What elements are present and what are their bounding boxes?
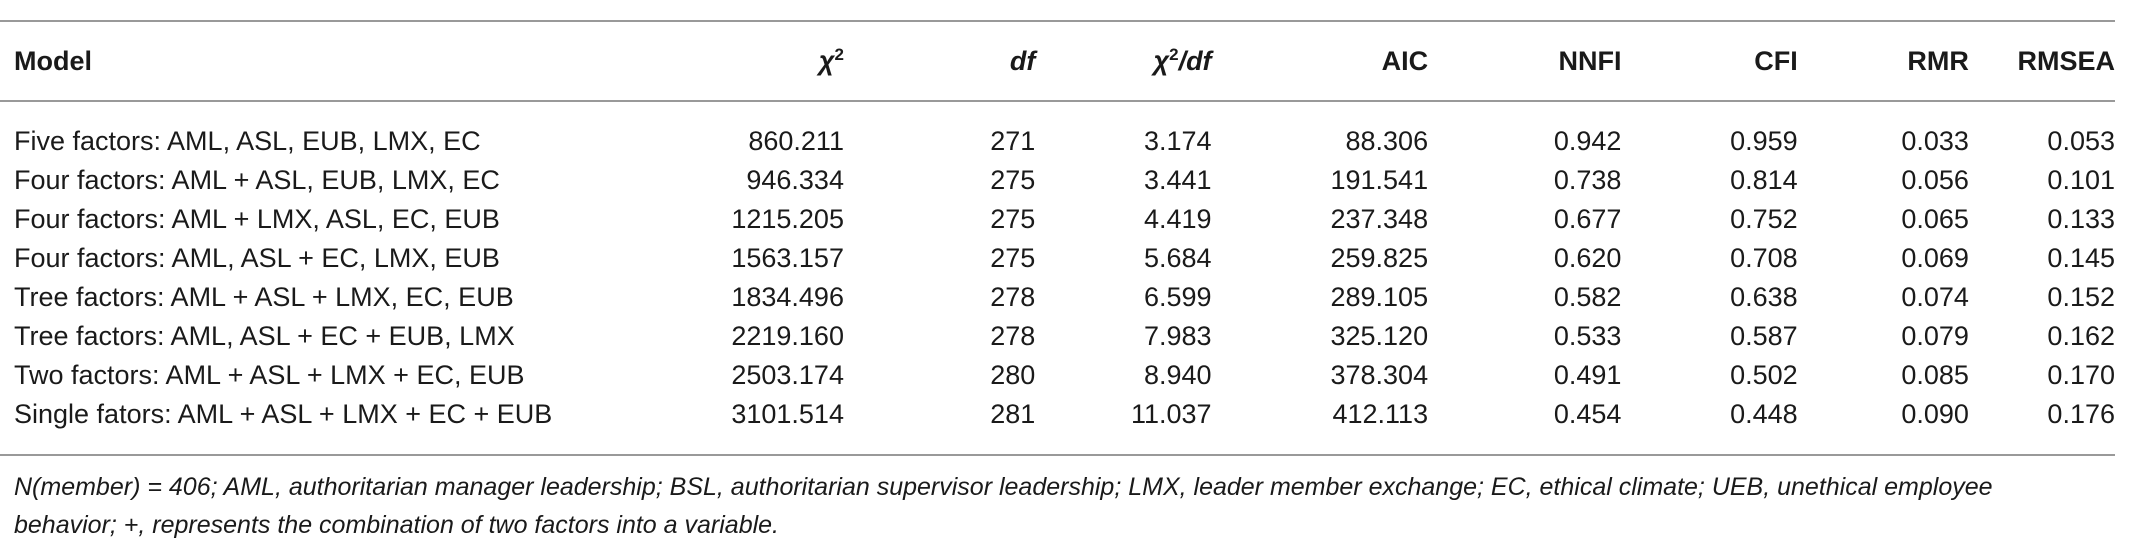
cell-df: 275 (990, 243, 1036, 273)
header-nnfi-label: NNFI (1558, 45, 1622, 76)
cell-rmsea: 0.053 (2047, 126, 2115, 156)
table-header (0, 21, 2115, 101)
cell-nnfi: 0.942 (1553, 126, 1622, 156)
cell-aic: 412.113 (1332, 399, 1429, 429)
cell-cfi: 0.587 (1730, 321, 1798, 351)
cell-aic: 237.348 (1330, 204, 1429, 234)
table-body (0, 101, 2115, 455)
cell-nnfi: 0.620 (1553, 243, 1622, 273)
header-chi-symbol: χ (818, 45, 835, 76)
cell-rmr: 0.069 (1901, 243, 1969, 273)
cell-model: Four factors: AML, ASL + EC, LMX, EUB (14, 243, 500, 273)
cell-chi2: 860.211 (748, 126, 844, 156)
cell-rmr: 0.085 (1901, 360, 1969, 390)
cell-model: Single fators: AML + ASL + LMX + EC + EUB (14, 399, 553, 429)
cell-rmr: 0.033 (1901, 126, 1969, 156)
cell-chi2: 1215.205 (731, 204, 844, 234)
header-model (0, 21, 655, 101)
cell-cfi: 0.502 (1730, 360, 1798, 390)
cell-cfi: 0.708 (1730, 243, 1798, 273)
cell-chi2: 2219.160 (731, 321, 844, 351)
model-fit-table (0, 20, 2115, 456)
cell-aic: 259.825 (1330, 243, 1429, 273)
cell-chi2df: 8.940 (1143, 360, 1212, 390)
header-model-label: Model (14, 45, 92, 76)
cell-rmsea: 0.101 (2047, 165, 2115, 195)
cell-df: 278 (990, 282, 1036, 312)
cell-rmr: 0.056 (1901, 165, 1969, 195)
cell-cfi: 0.959 (1730, 126, 1798, 156)
cell-nnfi: 0.533 (1553, 321, 1622, 351)
cell-chi2df: 7.983 (1143, 321, 1212, 351)
table-row (0, 200, 2115, 239)
cell-chi2: 946.334 (746, 165, 844, 195)
cell-rmsea: 0.145 (2047, 243, 2115, 273)
header-aic (1212, 21, 1429, 101)
header-cfi-label: CFI (1754, 45, 1798, 76)
cell-rmr: 0.074 (1901, 282, 1969, 312)
table-row (0, 161, 2115, 200)
table-row (0, 239, 2115, 278)
header-cfi (1621, 21, 1797, 101)
cell-aic: 378.304 (1330, 360, 1429, 390)
cell-chi2df: 3.174 (1143, 126, 1212, 156)
header-chi-superscript: 2 (834, 44, 844, 64)
cell-df: 275 (990, 165, 1036, 195)
cell-df: 280 (990, 360, 1036, 390)
cell-df: 281 (990, 399, 1036, 429)
cell-chi2: 3101.514 (731, 399, 844, 429)
header-chidf-symbol: χ (1153, 45, 1170, 76)
cell-nnfi: 0.454 (1553, 399, 1622, 429)
cell-chi2df: 6.599 (1143, 282, 1212, 312)
table-row (0, 101, 2115, 161)
cell-df: 278 (990, 321, 1036, 351)
cell-nnfi: 0.491 (1553, 360, 1622, 390)
cell-cfi: 0.814 (1730, 165, 1798, 195)
cell-chi2: 2503.174 (731, 360, 844, 390)
cell-rmsea: 0.133 (2047, 204, 2115, 234)
header-nnfi (1428, 21, 1621, 101)
cell-rmr: 0.090 (1901, 399, 1969, 429)
header-df (844, 21, 1035, 101)
header-chidf-superscript: 2 (1169, 44, 1179, 64)
header-chi-square-df (1035, 21, 1211, 101)
table-row (0, 395, 2115, 455)
cell-df: 275 (990, 204, 1036, 234)
cell-chi2df: 4.419 (1143, 204, 1212, 234)
cell-chi2: 1834.496 (731, 282, 844, 312)
cell-rmsea: 0.170 (2047, 360, 2115, 390)
cell-rmsea: 0.152 (2047, 282, 2115, 312)
table-footnote (14, 468, 2094, 544)
cell-chi2df: 3.441 (1143, 165, 1212, 195)
cell-rmsea: 0.176 (2047, 399, 2115, 429)
header-rmr-label: RMR (1907, 45, 1969, 76)
cell-model: Tree factors: AML, ASL + EC + EUB, LMX (14, 321, 515, 351)
header-chi-square (655, 21, 844, 101)
cell-cfi: 0.638 (1730, 282, 1798, 312)
cell-cfi: 0.752 (1730, 204, 1798, 234)
results-table-container (0, 20, 2115, 456)
footnote-line-1: N(member) = 406; AML, authoritarian manager leadership; BSL, authoritarian supervisor leadership; LMX, leader member exchange; EC, ethical climate; UEB, unethical employee (14, 473, 1993, 501)
cell-model: Two factors: AML + ASL + LMX + EC, EUB (14, 360, 525, 390)
cell-aic: 325.120 (1330, 321, 1429, 351)
cell-cfi: 0.448 (1730, 399, 1798, 429)
cell-model: Four factors: AML + ASL, EUB, LMX, EC (14, 165, 500, 195)
cell-df: 271 (990, 126, 1036, 156)
cell-nnfi: 0.582 (1553, 282, 1622, 312)
cell-rmsea: 0.162 (2047, 321, 2115, 351)
cell-chi2df: 11.037 (1130, 399, 1212, 429)
header-chidf-rest: /df (1178, 45, 1212, 76)
cell-chi2: 1563.157 (731, 243, 844, 273)
cell-aic: 191.541 (1330, 165, 1429, 195)
header-row (0, 21, 2115, 101)
header-df-label: df (1009, 45, 1036, 76)
footnote-line-2: behavior; +, represents the combination of two factors into a variable. (14, 511, 780, 539)
header-aic-label: AIC (1381, 45, 1429, 76)
cell-aic: 289.105 (1330, 282, 1429, 312)
table-row (0, 317, 2115, 356)
header-rmsea-label: RMSEA (2017, 45, 2115, 76)
header-rmsea (1969, 21, 2115, 101)
cell-nnfi: 0.738 (1553, 165, 1622, 195)
cell-nnfi: 0.677 (1553, 204, 1622, 234)
cell-aic: 88.306 (1345, 126, 1429, 156)
table-row (0, 278, 2115, 317)
cell-rmr: 0.065 (1901, 204, 1969, 234)
header-rmr (1798, 21, 1969, 101)
cell-model: Tree factors: AML + ASL + LMX, EC, EUB (14, 282, 514, 312)
cell-model: Five factors: AML, ASL, EUB, LMX, EC (14, 126, 481, 156)
cell-model: Four factors: AML + LMX, ASL, EC, EUB (14, 204, 500, 234)
table-row (0, 356, 2115, 395)
cell-chi2df: 5.684 (1143, 243, 1212, 273)
cell-rmr: 0.079 (1901, 321, 1969, 351)
